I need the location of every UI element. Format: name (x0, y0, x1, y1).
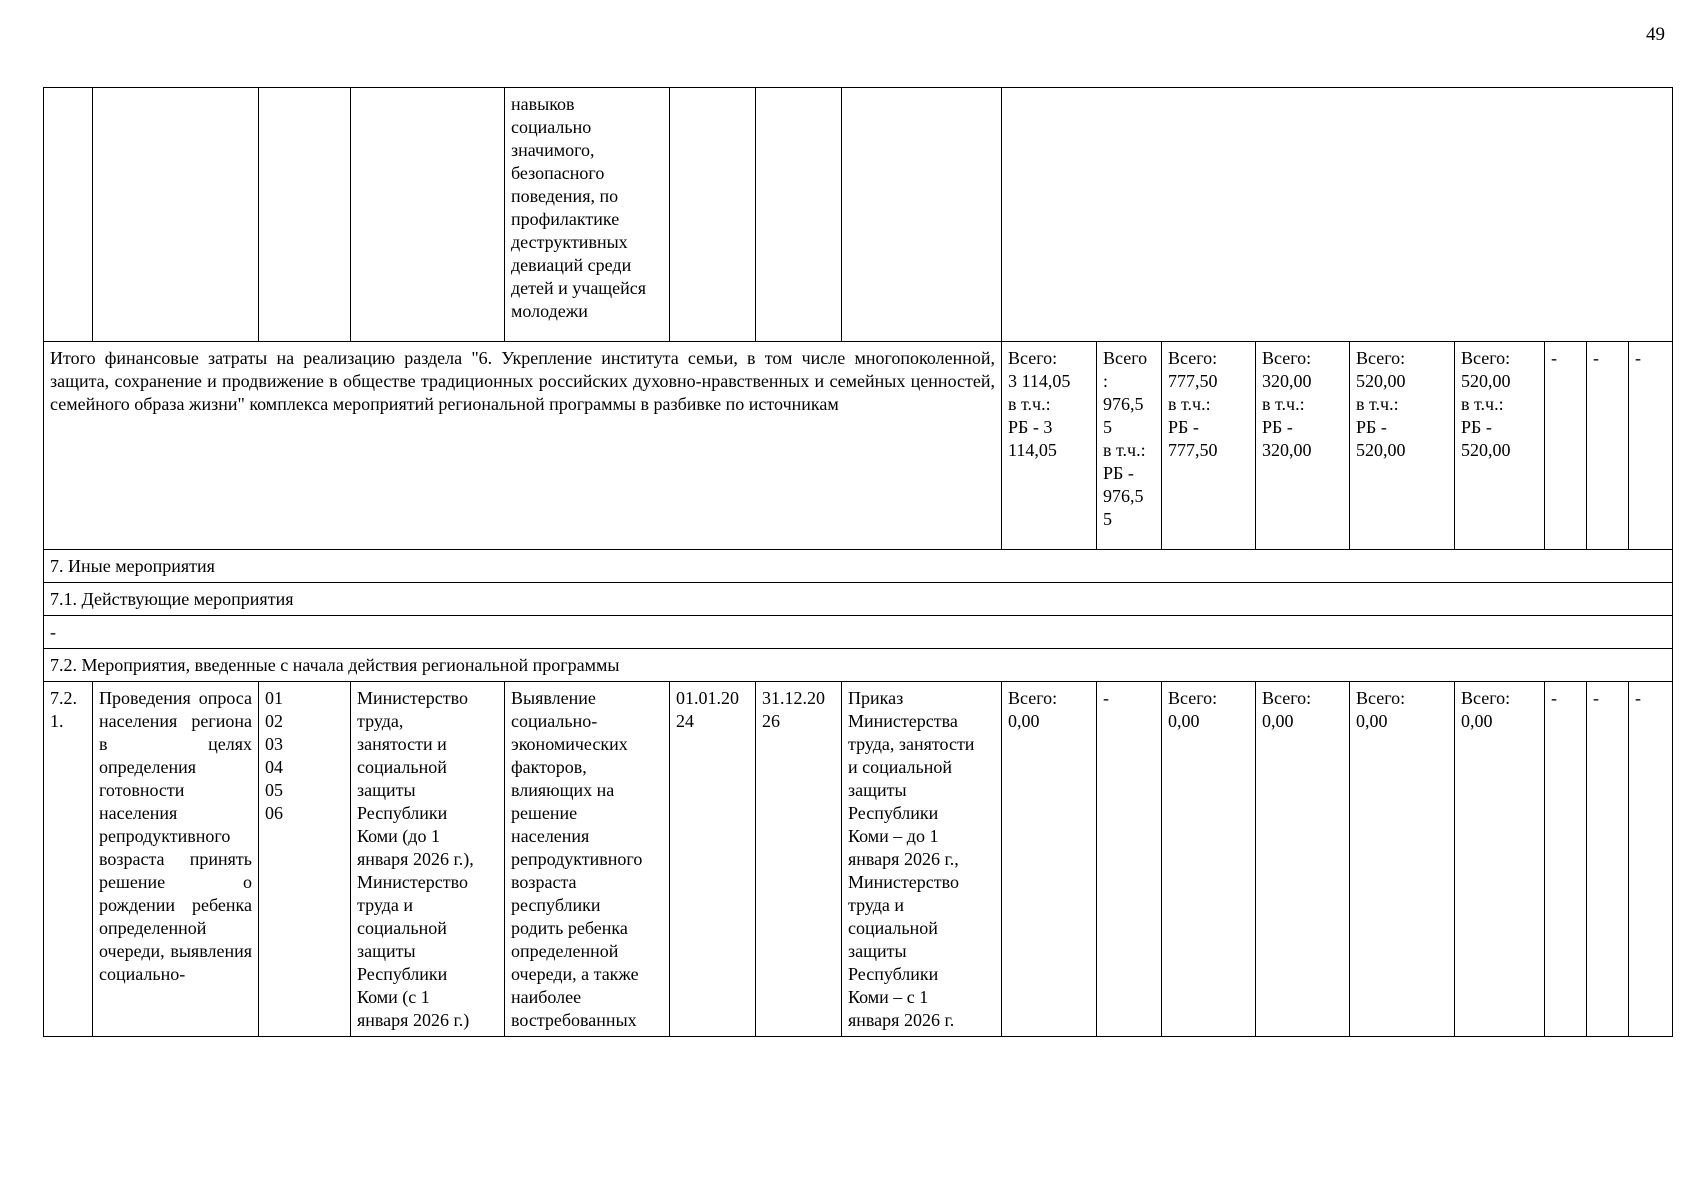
total-value-2025: Всего: 777,50 в т.ч.: РБ - 777,50 (1162, 342, 1256, 550)
item-row-7-2-1 (44, 682, 1673, 1037)
page-number: 49 (1646, 24, 1665, 45)
number-cell (44, 88, 93, 342)
finance-cell (1002, 88, 1673, 342)
item-value-extra-3: - (1629, 682, 1673, 1037)
item-value-2027: Всего: 0,00 (1350, 682, 1455, 1037)
total-value-2027: Всего: 520,00 в т.ч.: РБ - 520,00 (1350, 342, 1455, 550)
end-date-cell (756, 88, 842, 342)
item-document: Приказ Министерства труда, занятости и социальной защиты Республики Коми – до 1 января 2026 г., Министерство труда и социальной защиты Республики Коми – с 1 января 2026 г. (842, 682, 1002, 1037)
item-result: Выявление социально- экономических факторов, влияющих на решение населения репродуктивного возраста республики родить ребенка определенной очереди, а также наиболее востребованных (505, 682, 670, 1037)
total-row (44, 342, 1673, 550)
item-value-2028: Всего: 0,00 (1455, 682, 1545, 1037)
codes-cell (259, 88, 351, 342)
total-value-all: Всего: 3 114,05 в т.ч.: РБ - 3 114,05 (1002, 342, 1097, 550)
item-value-2025: Всего: 0,00 (1162, 682, 1256, 1037)
item-number: 7.2. 1. (44, 682, 93, 1037)
total-value-extra-2: - (1587, 342, 1629, 550)
continuation-row (44, 88, 1673, 342)
section-7-2-title: 7.2. Мероприятия, введенные с начала действия региональной программы (44, 649, 1673, 682)
item-value-2026: Всего: 0,00 (1256, 682, 1350, 1037)
section-heading (44, 649, 1673, 682)
program-table (43, 87, 1673, 1037)
section-7-title: 7. Иные мероприятия (44, 550, 1673, 583)
section-heading (44, 550, 1673, 583)
total-value-2026: Всего: 320,00 в т.ч.: РБ - 320,00 (1256, 342, 1350, 550)
total-value-extra-1: - (1545, 342, 1587, 550)
section-empty-row (44, 616, 1673, 649)
section-heading (44, 583, 1673, 616)
name-cell (93, 88, 259, 342)
item-value-2024: - (1097, 682, 1162, 1037)
total-value-2024: Всего : 976,5 5 в т.ч.: РБ - 976,5 5 (1097, 342, 1162, 550)
item-value-extra-2: - (1587, 682, 1629, 1037)
item-value-all: Всего: 0,00 (1002, 682, 1097, 1037)
section-7-1-title: 7.1. Действующие мероприятия (44, 583, 1673, 616)
item-value-extra-1: - (1545, 682, 1587, 1037)
total-value-extra-3: - (1629, 342, 1673, 550)
total-label: Итого финансовые затраты на реализацию раздела "6. Укрепление института семьи, в том числе многопоколенной, защита, сохранение и продвижение в обществе традиционных российских духовно-нравственных и семейных ценностей, семейного образа жизни" комплекса мероприятий региональной программы в разбивке по источникам (44, 342, 1002, 550)
item-start-date: 01.01.20 24 (670, 682, 756, 1037)
item-name: Проведения опроса населения региона в целях определения готовности населения репродуктивного возраста принять решение о рождении ребенка определенной очереди, выявления социально- (93, 682, 259, 1037)
expected-result-cell: навыков социально значимого, безопасного поведения, по профилактике деструктивных девиаций среди детей и учащейся молодежи (505, 88, 670, 342)
section-7-1-empty: - (44, 616, 1673, 649)
item-executor: Министерство труда, занятости и социальной защиты Республики Коми (до 1 января 2026 г.), Министерство труда и социальной защиты Республики Коми (с 1 января 2026 г.) (351, 682, 505, 1037)
executor-cell (351, 88, 505, 342)
start-date-cell (670, 88, 756, 342)
document-cell (842, 88, 1002, 342)
total-value-2028: Всего: 520,00 в т.ч.: РБ - 520,00 (1455, 342, 1545, 550)
item-end-date: 31.12.20 26 (756, 682, 842, 1037)
item-codes: 01 02 03 04 05 06 (259, 682, 351, 1037)
